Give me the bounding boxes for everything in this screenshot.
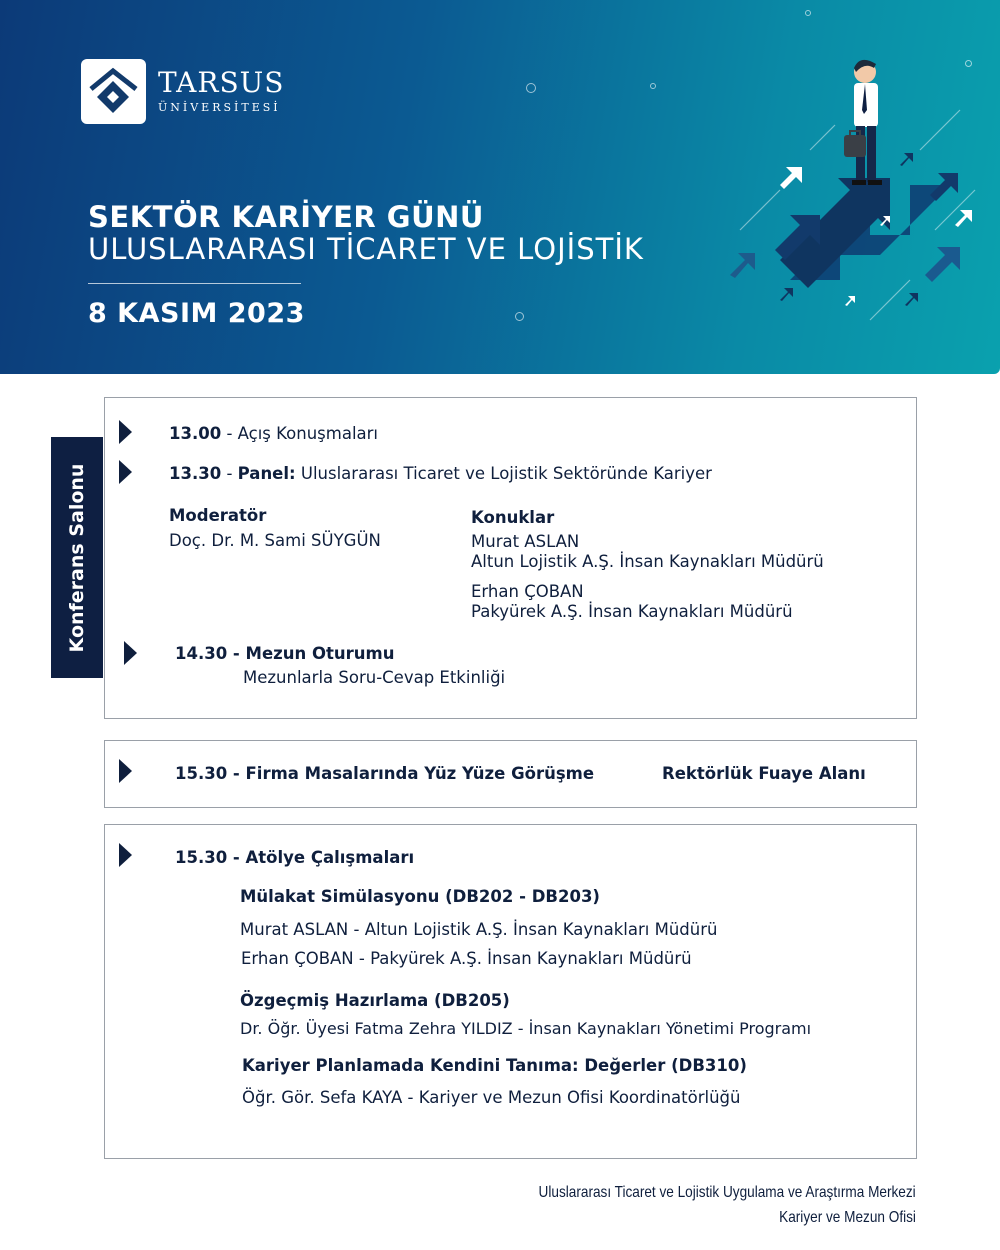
workshop1-line1: Murat ASLAN - Altun Lojistik A.Ş. İnsan Kaynakları Müdürü <box>240 920 718 939</box>
conference-hall-label: Konferans Salonu <box>66 463 88 653</box>
workshop2-title: Özgeçmiş Hazırlama (DB205) <box>240 991 510 1010</box>
agenda-item-opening: 13.00 - Açış Konuşmaları <box>169 424 379 443</box>
bullet-arrow-icon <box>119 420 132 444</box>
workshop3-line1: Öğr. Gör. Sefa KAYA - Kariyer ve Mezun Ofisi Koordinatörlüğü <box>242 1088 741 1107</box>
decor-circle <box>805 10 811 16</box>
career-growth-illustration-icon <box>720 50 990 340</box>
divider-line <box>88 283 301 284</box>
moderator-name: Doç. Dr. M. Sami SÜYGÜN <box>169 531 381 550</box>
guest1-name: Murat ASLAN <box>471 532 580 551</box>
university-logo <box>81 59 146 124</box>
workshop3-title: Kariyer Planlamada Kendini Tanıma: Değerler (DB310) <box>242 1056 747 1075</box>
agenda-item-panel: 13.30 - Panel: Uluslararası Ticaret ve Lojistik Sektöründe Kariyer <box>169 464 712 483</box>
workshops-session-box <box>104 824 917 1159</box>
decor-circle <box>526 83 536 93</box>
bullet-arrow-icon <box>119 843 132 867</box>
moderator-heading: Moderatör <box>169 506 267 525</box>
event-date: 8 KASIM 2023 <box>88 298 305 329</box>
alumni-session-title: 14.30 - Mezun Oturumu <box>175 644 395 663</box>
alumni-session-text: Mezunlarla Soru-Cevap Etkinliği <box>243 668 506 687</box>
bullet-arrow-icon <box>119 460 132 484</box>
header-banner <box>0 0 1000 374</box>
guest1-role: Altun Lojistik A.Ş. İnsan Kaynakları Müdürü <box>471 552 824 571</box>
workshop1-line2: Erhan ÇOBAN - Pakyürek A.Ş. İnsan Kaynakları Müdürü <box>241 949 692 968</box>
bullet-arrow-icon <box>119 759 132 783</box>
workshops-title: 15.30 - Atölye Çalışmaları <box>175 848 415 867</box>
footer-center-name: Uluslararası Ticaret ve Lojistik Uygulama ve Araştırma Merkezi <box>538 1184 916 1201</box>
guest2-name: Erhan ÇOBAN <box>471 582 584 601</box>
decor-circle <box>515 312 524 321</box>
event-subtitle: ULUSLARARASI TİCARET VE LOJİSTİK <box>88 232 644 266</box>
company-tables-location: Rektörlük Fuaye Alanı <box>662 764 866 783</box>
guest2-role: Pakyürek A.Ş. İnsan Kaynakları Müdürü <box>471 602 793 621</box>
footer-office-name: Kariyer ve Mezun Ofisi <box>779 1209 916 1226</box>
decor-circle <box>650 83 656 89</box>
logo-emblem-icon <box>81 59 146 124</box>
logo-subtitle: ÜNİVERSİTESİ <box>158 101 281 114</box>
logo-name: TARSUS <box>158 66 285 99</box>
workshop2-line1: Dr. Öğr. Üyesi Fatma Zehra YILDIZ - İnsan Kaynakları Yönetimi Programı <box>240 1019 812 1038</box>
company-tables-title: 15.30 - Firma Masalarında Yüz Yüze Görüşme <box>175 764 595 783</box>
event-title: SEKTÖR KARİYER GÜNÜ <box>88 200 484 234</box>
workshop1-title: Mülakat Simülasyonu (DB202 - DB203) <box>240 887 600 906</box>
guests-heading: Konuklar <box>471 508 555 527</box>
bullet-arrow-icon <box>124 641 137 665</box>
